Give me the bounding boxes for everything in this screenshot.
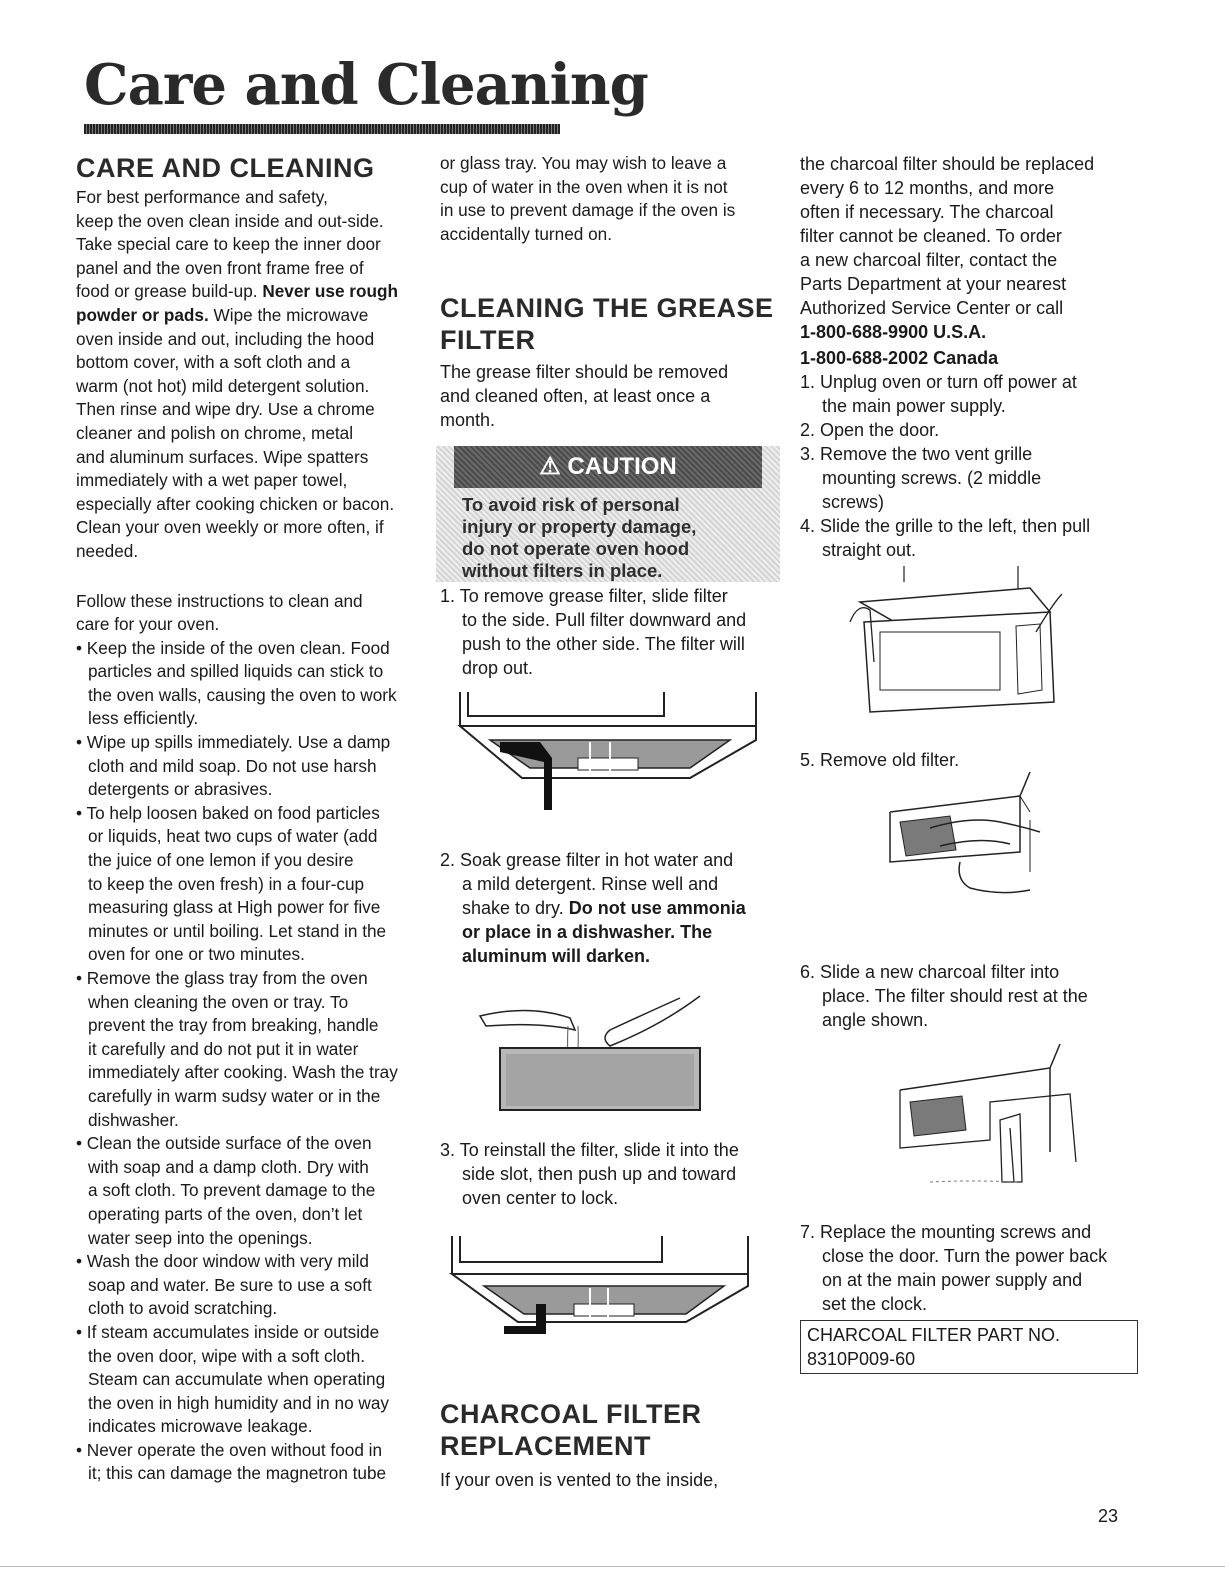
text-line: needed. xyxy=(76,540,139,561)
part-number: 8310P009-60 xyxy=(807,1349,916,1369)
filter-removal-illustration xyxy=(440,680,770,830)
care-bullet-list xyxy=(76,637,416,1486)
text-line: food or grease build-up. Never use rough xyxy=(76,281,398,302)
text-line: Take special care to keep the inner door xyxy=(76,234,381,255)
follow-instructions xyxy=(76,590,416,637)
list-item: 3. Remove the two vent grille mounting screws. (2 middle screws) xyxy=(800,444,1042,512)
text-line: Clean your oven weekly or more often, if xyxy=(76,517,384,538)
section-heading-charcoal: CHARCOAL FILTER REPLACEMENT xyxy=(440,1399,702,1462)
text-line: oven inside and out, including the hood xyxy=(76,328,375,349)
list-item: • Remove the glass tray from the oven when cleaning the oven or tray. To prevent the tray from breaking, handle it carefully and do not put it in water immediately after cooking. Wash the tray carefully in warm sudsy water or in the dishwasher. xyxy=(76,967,416,1132)
column-care-and-cleaning xyxy=(76,152,416,1486)
insert-new-filter-illustration xyxy=(870,1032,1170,1202)
text-line: immediately with a wet paper towel, xyxy=(76,470,348,491)
text-line: accidentally turned on. xyxy=(440,223,612,244)
text-line: or glass tray. You may wish to leave a xyxy=(440,153,727,173)
list-item: 2. Open the door. xyxy=(800,420,940,440)
warning-text: powder or pads. xyxy=(76,304,209,325)
text-line: Follow these instructions to clean and xyxy=(76,590,363,611)
text-line: especially after cooking chicken or bacon. xyxy=(76,493,395,514)
column-charcoal-filter xyxy=(800,152,1145,1374)
list-item: • Wash the door window with very mild soap and water. Be sure to use a soft cloth to avoid scratching. xyxy=(76,1250,416,1321)
warning-triangle-icon: ⚠ xyxy=(539,453,561,481)
list-item: • To help loosen baked on food particles or liquids, heat two cups of water (add the juice of one lemon if you desire to keep the oven fresh) in a four-cup measuring glass at High power for five minutes or until boiling. Let stand in the oven for one or two minutes. xyxy=(76,802,416,967)
section-heading-care: CARE AND CLEANING xyxy=(76,153,375,183)
caution-text: To avoid risk of personal injury or property damage, do not operate oven hood without filters in place. xyxy=(462,494,697,582)
caution-box xyxy=(436,446,780,582)
section-heading-grease: CLEANING THE GREASE FILTER xyxy=(440,293,774,356)
charcoal-continued: the charcoal filter should be replaced every 6 to 12 months, and more often if necessary. The charcoal filter cannot be cleaned. To order a new charcoal filter, contact the Parts Department at your nearest Authorized Service Center or call 1-800-688-9900 U.S.A. 1-800-688-2002 Canada xyxy=(800,152,1145,370)
phone-canada: 1-800-688-2002 Canada xyxy=(800,348,999,368)
care-intro xyxy=(76,186,416,564)
column-grease-filter xyxy=(440,152,776,1492)
list-item: • Never operate the oven without food in it; this can damage the magnetron tube xyxy=(76,1439,416,1486)
grease-step-3: 3. To reinstall the filter, slide it into the side slot, then push up and toward oven center to lock. xyxy=(440,1140,739,1209)
grease-step-1: 1. To remove grease filter, slide filter to the side. Pull filter downward and push to the other side. The filter will drop out. xyxy=(440,586,747,679)
title-underline xyxy=(84,124,560,134)
charcoal-step-6: 6. Slide a new charcoal filter into place. The filter should rest at the angle shown. xyxy=(800,962,1088,1030)
vent-grille-removal-illustration xyxy=(840,562,1140,732)
text-line: care for your oven. xyxy=(76,614,220,635)
list-item: • Keep the inside of the oven clean. Food particles and spilled liquids can stick to the oven walls, causing the oven to work less efficiently. xyxy=(76,637,416,731)
filter-washing-illustration xyxy=(440,986,770,1116)
list-item: • Wipe up spills immediately. Use a damp cloth and mild soap. Do not use harsh detergents or abrasives. xyxy=(76,731,416,802)
text-line: and aluminum surfaces. Wipe spatters xyxy=(76,446,369,467)
text-line: panel and the oven front frame free of xyxy=(76,257,364,278)
text-line: powder or pads. Wipe the microwave xyxy=(76,304,369,325)
page-title: Care and Cleaning xyxy=(84,52,648,118)
part-number-box xyxy=(800,1320,1138,1374)
charcoal-step-7: 7. Replace the mounting screws and close the door. Turn the power back on at the main power supply and set the clock. xyxy=(800,1222,1108,1314)
text-line: keep the oven clean inside and out-side. xyxy=(76,210,384,231)
list-item: • If steam accumulates inside or outside the oven door, wipe with a soft cloth. Steam can accumulate when operating the oven in high humidity and in no way indicates microwave leakage. xyxy=(76,1321,416,1439)
bottom-divider xyxy=(0,1566,1225,1567)
filter-reinstall-illustration xyxy=(440,1230,770,1370)
text-line: in use to prevent damage if the oven is xyxy=(440,200,736,221)
charcoal-steps-1-4 xyxy=(800,370,1145,562)
text-line: Then rinse and wipe dry. Use a chrome xyxy=(76,399,375,420)
grease-step-2: 2. Soak grease filter in hot water and a mild detergent. Rinse well and shake to dry. Do not use ammonia or place in a dishwasher. The aluminum will darken. xyxy=(440,850,746,967)
charcoal-intro: If your oven is vented to the inside, xyxy=(440,1470,719,1491)
text-line: bottom cover, with a soft cloth and a xyxy=(76,352,351,373)
phone-usa: 1-800-688-9900 U.S.A. xyxy=(800,322,987,342)
remove-old-filter-illustration xyxy=(870,772,1170,952)
warning-text: Never use rough xyxy=(262,281,398,302)
list-item: 1. Unplug oven or turn off power at the main power supply. xyxy=(800,372,1077,416)
text-line: warm (not hot) mild detergent solution. xyxy=(76,375,370,396)
list-item: 4. Slide the grille to the left, then pull straight out. xyxy=(800,516,1091,560)
text-line: cleaner and polish on chrome, metal xyxy=(76,422,354,443)
text-line: For best performance and safety, xyxy=(76,187,328,207)
continued-text xyxy=(440,152,776,246)
charcoal-step-5: 5. Remove old filter. xyxy=(800,750,960,770)
caution-header: ⚠ CAUTION xyxy=(454,446,762,488)
part-label: CHARCOAL FILTER PART NO. xyxy=(807,1325,1061,1345)
page-number: 23 xyxy=(1098,1506,1119,1526)
list-item: • Clean the outside surface of the oven with soap and a damp cloth. Dry with a soft cloth. To prevent damage to the operating parts of the oven, don’t let water seep into the openings. xyxy=(76,1132,416,1250)
grease-intro: The grease filter should be removed and cleaned often, at least once a month. xyxy=(440,362,729,431)
text-line: cup of water in the oven when it is not xyxy=(440,176,728,197)
